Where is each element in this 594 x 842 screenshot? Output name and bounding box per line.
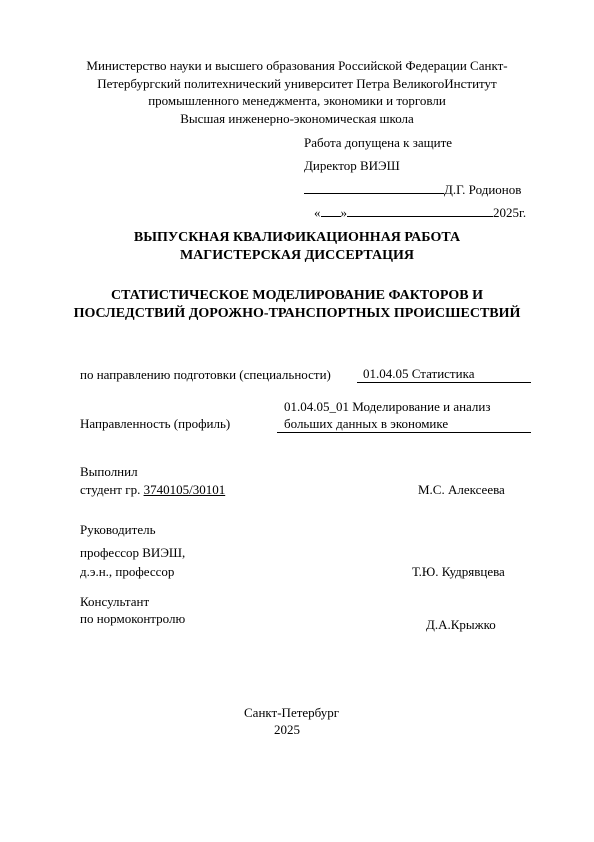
profile-value-line-2: больших данных в экономике: [277, 416, 531, 433]
topic-line-1: СТАТИСТИЧЕСКОЕ МОДЕЛИРОВАНИЕ ФАКТОРОВ И: [110, 288, 484, 303]
work-title-line-2: МАГИСТЕРСКАЯ ДИССЕРТАЦИЯ: [179, 248, 415, 263]
approval-signature-line: [304, 181, 521, 198]
direction-value: 01.04.05 Статистика: [357, 366, 531, 383]
topic-line-2: ПОСЛЕДСТВИЙ ДОРОЖНО-ТРАНСПОРТНЫХ ПРОИСШЕСТВИЙ: [73, 306, 521, 321]
approval-year: 2025г.: [493, 205, 527, 220]
date-close-quote: »: [340, 205, 347, 220]
approval-date-line: [314, 204, 526, 221]
profile-value-line-1: 01.04.05_01 Моделирование и анализ: [284, 399, 491, 414]
footer-year: 2025: [274, 722, 300, 737]
author-name: М.С. Алексеева: [418, 482, 505, 497]
thesis-topic: [40, 287, 554, 323]
header-line-1: Министерство науки и высшего образования Российской Федерации Санкт-: [86, 58, 508, 73]
supervisor-label: Руководитель: [80, 522, 156, 537]
consultant-name: Д.А.Крыжко: [426, 617, 496, 632]
approval-signer: Д.Г. Родионов: [444, 182, 522, 197]
direction-label: по направлению подготовки (специальности): [80, 367, 331, 382]
author-group-prefix: студент гр.: [80, 482, 144, 497]
supervisor-name: Т.Ю. Кудрявцева: [412, 564, 505, 579]
signature-blank: [304, 181, 444, 194]
approval-admitted: Работа допущена к защите: [304, 135, 453, 150]
date-open-quote: «: [314, 205, 321, 220]
supervisor-degree: д.э.н., профессор: [80, 564, 175, 579]
footer-city: Санкт-Петербург: [244, 705, 340, 720]
author-label: Выполнил: [80, 464, 138, 479]
month-blank: [347, 204, 493, 217]
day-blank: [321, 204, 341, 217]
consultant-role: по нормоконтролю: [80, 611, 186, 626]
consultant-label: Консультант: [80, 594, 150, 609]
header-line-3: промышленного менеджмента, экономики и торговли: [148, 93, 446, 108]
header-line-4: Высшая инженерно-экономическая школа: [180, 110, 414, 126]
ministry-header: [40, 57, 554, 127]
profile-label: Направленность (профиль): [80, 416, 231, 431]
work-title-line-1: ВЫПУСКНАЯ КВАЛИФИКАЦИОННАЯ РАБОТА: [133, 230, 461, 245]
author-group-line: [80, 482, 225, 498]
header-line-2: Петербургский политехнический университет Петра ВеликогоИнститут: [97, 75, 497, 91]
author-group-number: 3740105/30101: [143, 482, 226, 497]
work-title: [40, 229, 554, 265]
approval-position: Директор ВИЭШ: [304, 158, 400, 173]
supervisor-position: профессор ВИЭШ,: [80, 545, 186, 560]
